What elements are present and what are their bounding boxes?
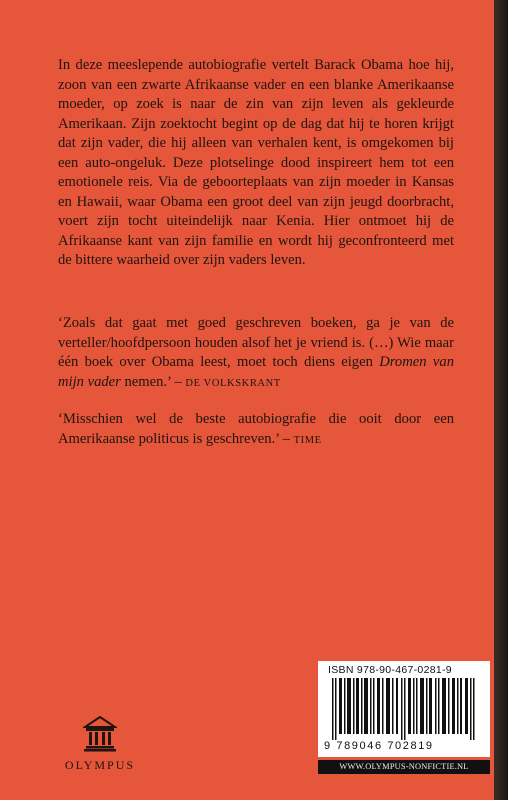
barcode-icon — [326, 678, 482, 740]
blurb-paragraph: In deze meeslepende autobiografie vertelt Barack Obama hoe hij, zoon van een zwarte Afrikaanse vader en een blanke Amerikaanse moeder, op zoek is naar de zin van zijn leven als gekleurde Amerikaan. Zijn zoektocht begint op de dag dat hij te horen krijgt dat zijn vader, die hij alleen van verhalen kent, is omgekomen bij een auto-ongeluk. Deze plotselinge dood inspireert hem tot een emotionele reis. Via de geboorteplaats van zijn moeder in Kansas en Hawaii, waar Obama een groot deel van zijn jeugd doorbracht, voert zijn tocht uiteindelijk naar Kenia. Hier ontmoet hij de Afrikaanse kant van zijn familie en wordt hij geconfronteerd met de bittere waarheid over zijn vaders leven. — [58, 57, 454, 268]
barcode-digits: 9 789046 702819 — [324, 740, 434, 752]
quote-source: DE VOLKSKRANT — [185, 377, 281, 389]
isbn-barcode-panel — [318, 661, 490, 757]
page-edge-shadow — [494, 0, 508, 800]
quote-source: TIME — [293, 434, 322, 446]
temple-icon — [83, 716, 117, 752]
quote-text-end: nemen.’ – — [120, 373, 186, 390]
quote-text: ‘Misschien wel de beste autobiografie die ooit door een Amerikaanse politicus is geschreven.’ – — [58, 411, 454, 447]
quote-text: ‘Zoals dat gaat met goed geschreven boeken, ga je van de verteller/hoofdpersoon houden alsof het je vriend is. (…) Wie maar één boek over Obama leest, moet toch diens eigen — [58, 315, 454, 370]
book-title-italic: Dromen van mijn vader — [58, 354, 454, 390]
review-quote-time — [58, 410, 454, 450]
review-quote-volkskrant — [58, 314, 454, 393]
blurb-text-block — [58, 56, 454, 447]
publisher-website: WWW.OLYMPUS-NONFICTIE.NL — [318, 760, 490, 774]
publisher-name: OLYMPUS — [64, 758, 136, 772]
publisher-logo — [60, 716, 140, 773]
isbn-label: ISBN 978-90-467-0281-9 — [328, 664, 452, 676]
